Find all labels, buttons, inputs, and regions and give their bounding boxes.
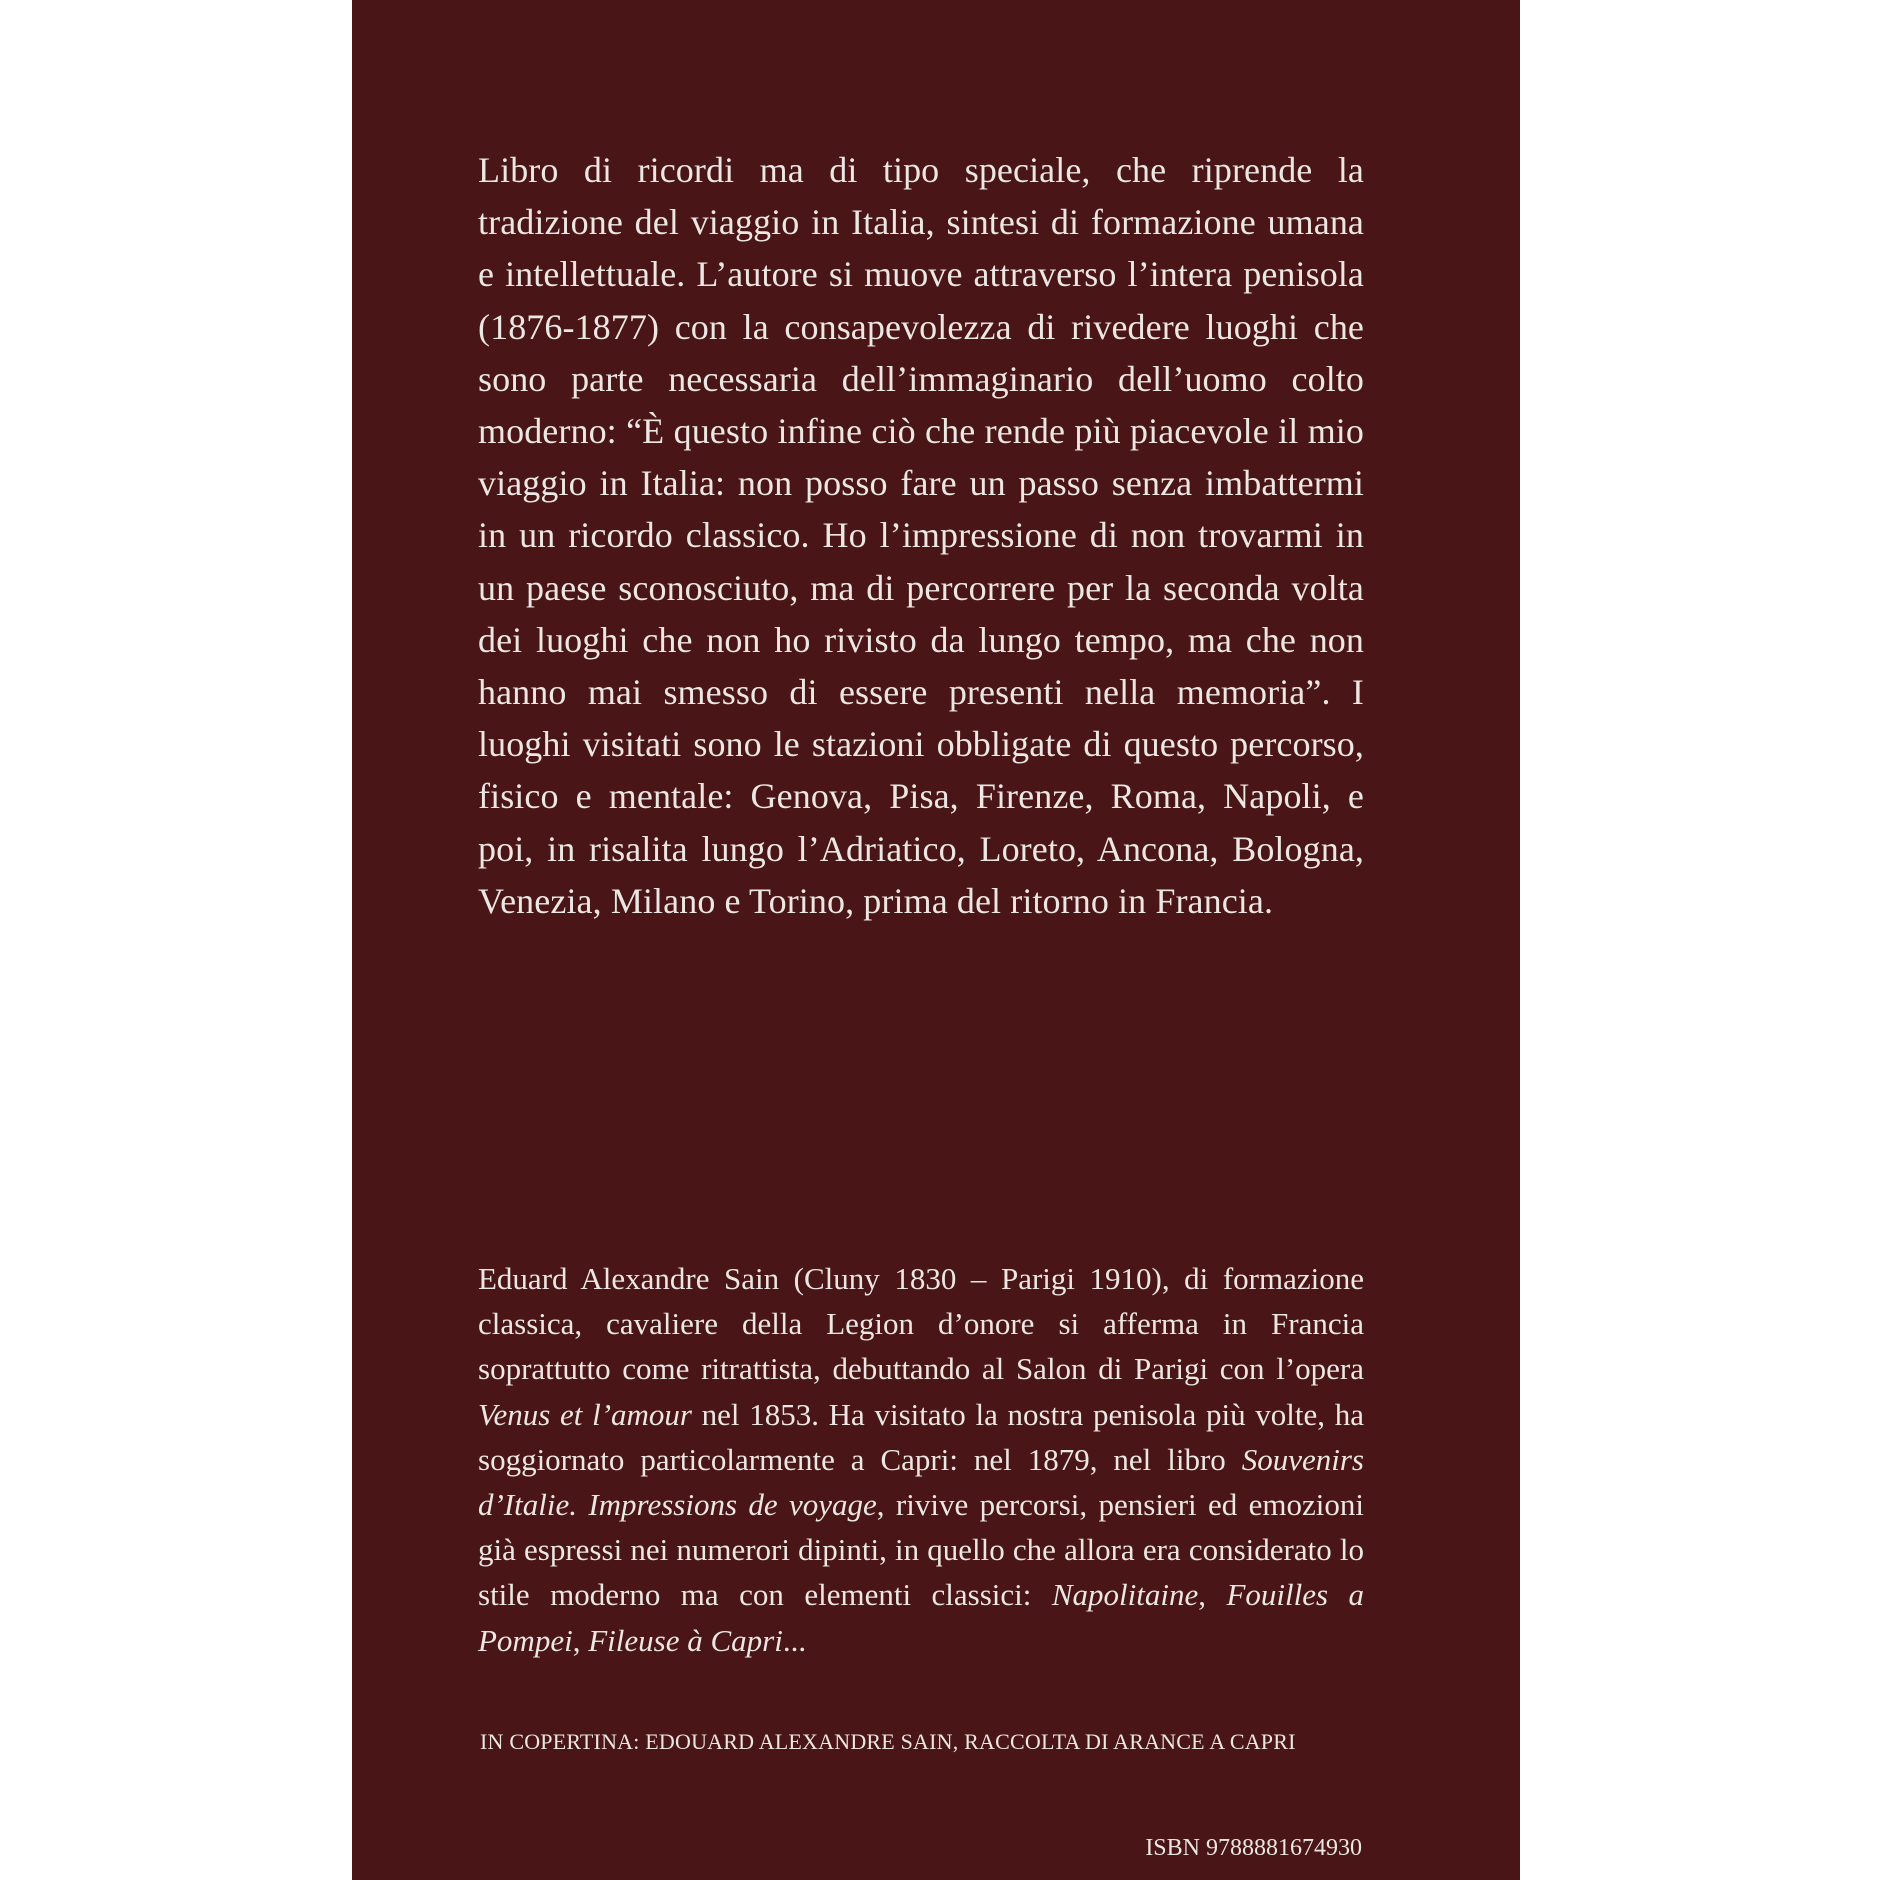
bio-ellipsis: ...: [782, 1622, 807, 1658]
bio-book-title: Souvenirs d’Italie. Impressions de voyage: [478, 1441, 1364, 1523]
book-back-cover: [352, 0, 1520, 1880]
bio-separator: ,: [572, 1622, 589, 1658]
isbn-label: ISBN 9788881674930: [1145, 1835, 1362, 1861]
bio-text: nel 1853. Ha visitato la nostra penisola più volte, ha soggiornato particolarmente a Capri: nel 1879, nel libro: [478, 1396, 1364, 1477]
bio-text: , rivive percorsi, pensieri ed emozioni già espressi nei numerori dipinti, in quello che allora era considerato lo stile moderno ma con elementi classici:: [478, 1487, 1364, 1613]
bio-artwork-title: Napolitaine: [1051, 1577, 1199, 1613]
bio-artwork-title: Fouilles a Pompei: [478, 1577, 1364, 1658]
bio-artwork-title: Venus et l’amour: [478, 1396, 692, 1432]
bio-separator: ,: [1198, 1577, 1227, 1613]
bio-artwork-title: Fileuse à Capri: [588, 1622, 783, 1658]
bio-text: Eduard Alexandre Sain (Cluny 1830 – Parigi 1910), di formazione classica, cavaliere della Legion d’onore si afferma in Francia soprattutto come ritrattista, debuttando al Salon di Parigi con l’opera: [478, 1261, 1364, 1387]
author-bio-paragraph: [478, 1256, 1364, 1663]
cover-credit: IN COPERTINA: EDOUARD ALEXANDRE SAIN, RACCOLTA DI ARANCE A CAPRI: [480, 1729, 1296, 1754]
blurb-paragraph: Libro di ricordi ma di tipo speciale, che riprende la tradizione del viaggio in Italia, sintesi di formazione umana e intellettuale. L’autore si muove attraverso l’intera penisola (1876-1877) con la consapevolezza di rivedere luoghi che sono parte necessaria dell’immaginario dell’uomo colto moderno: “È questo infine ciò che rende più piacevole il mio viaggio in Italia: non posso fare un passo senza imbattermi in un ricordo classico. Ho l’impressione di non trovarmi in un paese sconosciuto, ma di percorrere per la seconda volta dei luoghi che non ho rivisto da lungo tempo, ma che non hanno mai smesso di essere presenti nella memoria”. I luoghi visitati sono le stazioni obbligate di questo percorso, fisico e mentale: Genova, Pisa, Firenze, Roma, Napoli, e poi, in risalita lungo l’Adriatico, Loreto, Ancona, Bologna, Venezia, Milano e Torino, prima del ritorno in Francia.: [478, 150, 1364, 921]
